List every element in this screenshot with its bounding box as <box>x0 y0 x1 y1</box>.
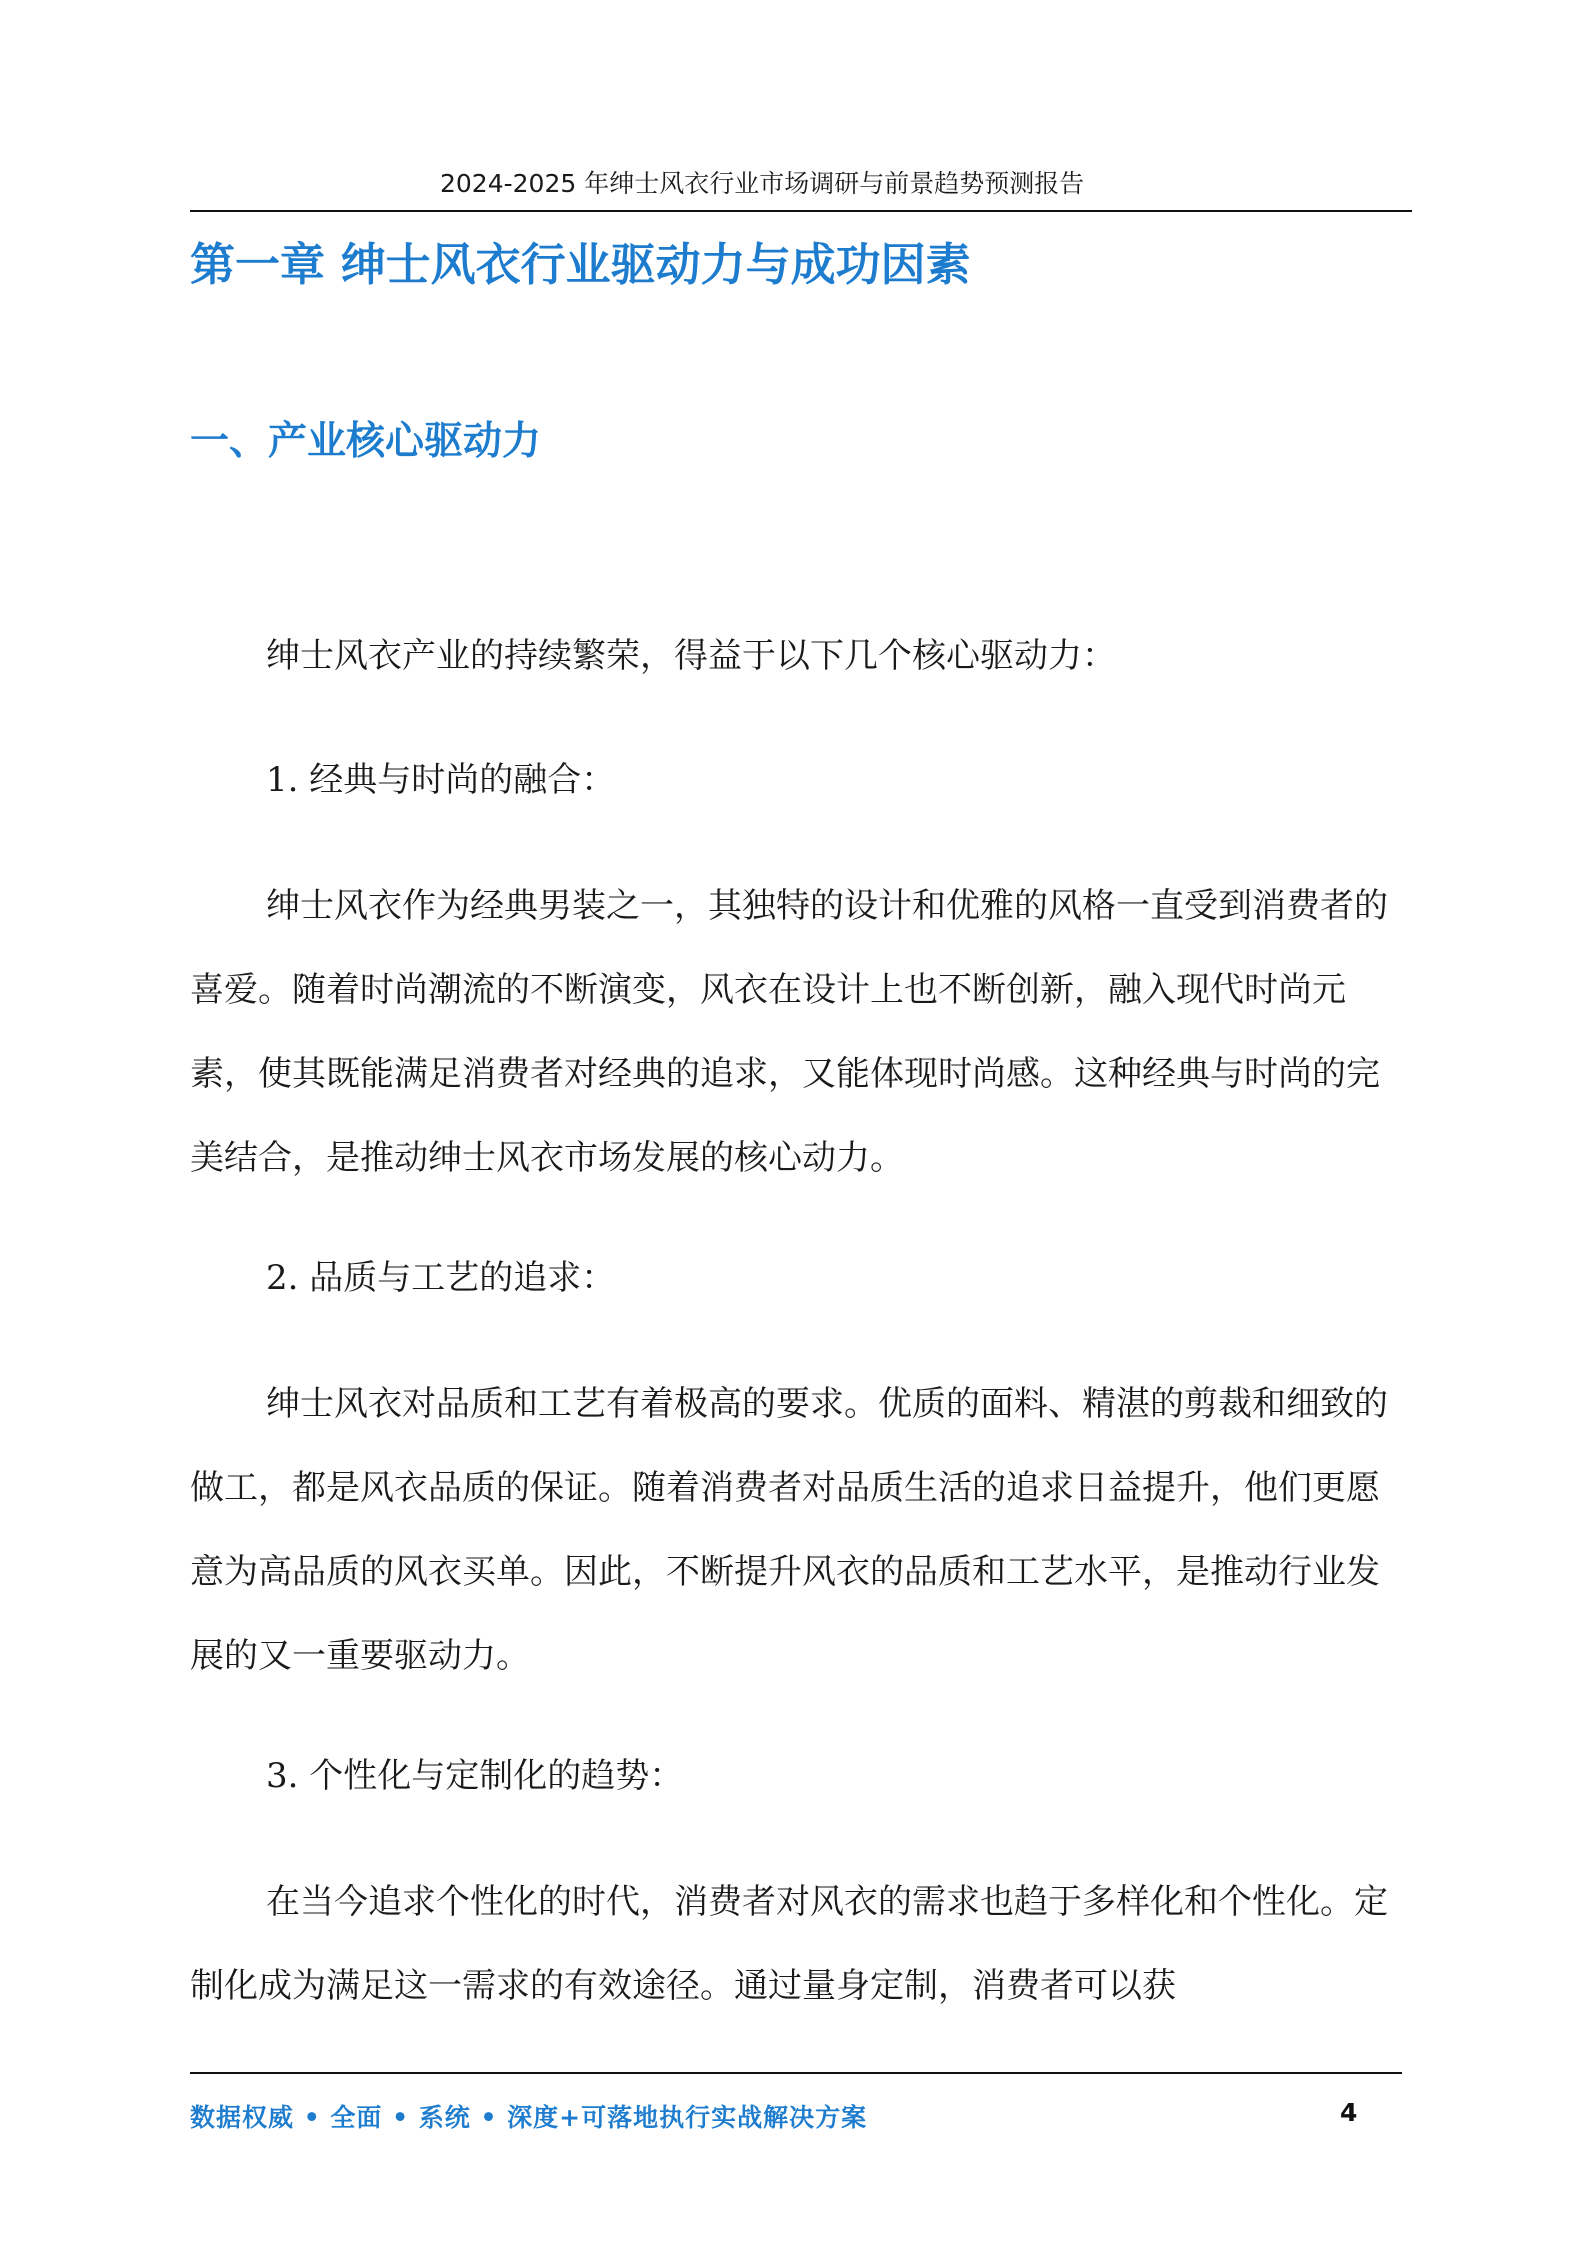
page-header <box>190 160 1412 212</box>
list-body-1: 绅士风衣作为经典男装之一，其独特的设计和优雅的风格一直受到消费者的喜爱。随着时尚潮流的不断演变，风衣在设计上也不断创新，融入现代时尚元素，使其既能满足消费者对经典的追求，又能体现时尚感。这种经典与时尚的完美结合，是推动绅士风衣市场发展的核心动力。 <box>190 886 1388 1178</box>
list-heading-3: 3. 个性化与定制化的趋势： <box>266 1756 684 1796</box>
list-body-2: 绅士风衣对品质和工艺有着极高的要求。优质的面料、精湛的剪裁和细致的做工，都是风衣品质的保证。随着消费者对品质生活的追求日益提升，他们更愿意为高品质的风衣买单。因此，不断提升风衣的品质和工艺水平，是推动行业发展的又一重要驱动力。 <box>190 1384 1388 1676</box>
intro-paragraph: 绅士风衣产业的持续繁荣，得益于以下几个核心驱动力： <box>266 636 1116 676</box>
chapter-title: 第一章 绅士风衣行业驱动力与成功因素 <box>190 238 971 291</box>
list-heading-1: 1. 经典与时尚的融合： <box>266 760 616 800</box>
page-number: 4 <box>1340 2098 1358 2127</box>
list-heading-2: 2. 品质与工艺的追求： <box>266 1258 616 1298</box>
footer-slogan: 数据权威 • 全面 • 系统 • 深度+可落地执行实战解决方案 <box>190 2103 868 2132</box>
section-title: 一、产业核心驱动力 <box>190 419 542 464</box>
footer-divider <box>190 2072 1402 2074</box>
list-body-3: 在当今追求个性化的时代，消费者对风衣的需求也趋于多样化和个性化。定制化成为满足这一需求的有效途径。通过量身定制，消费者可以获 <box>190 1882 1388 2006</box>
header-title: 2024-2025 年绅士风衣行业市场调研与前景趋势预测报告 <box>440 169 1085 198</box>
